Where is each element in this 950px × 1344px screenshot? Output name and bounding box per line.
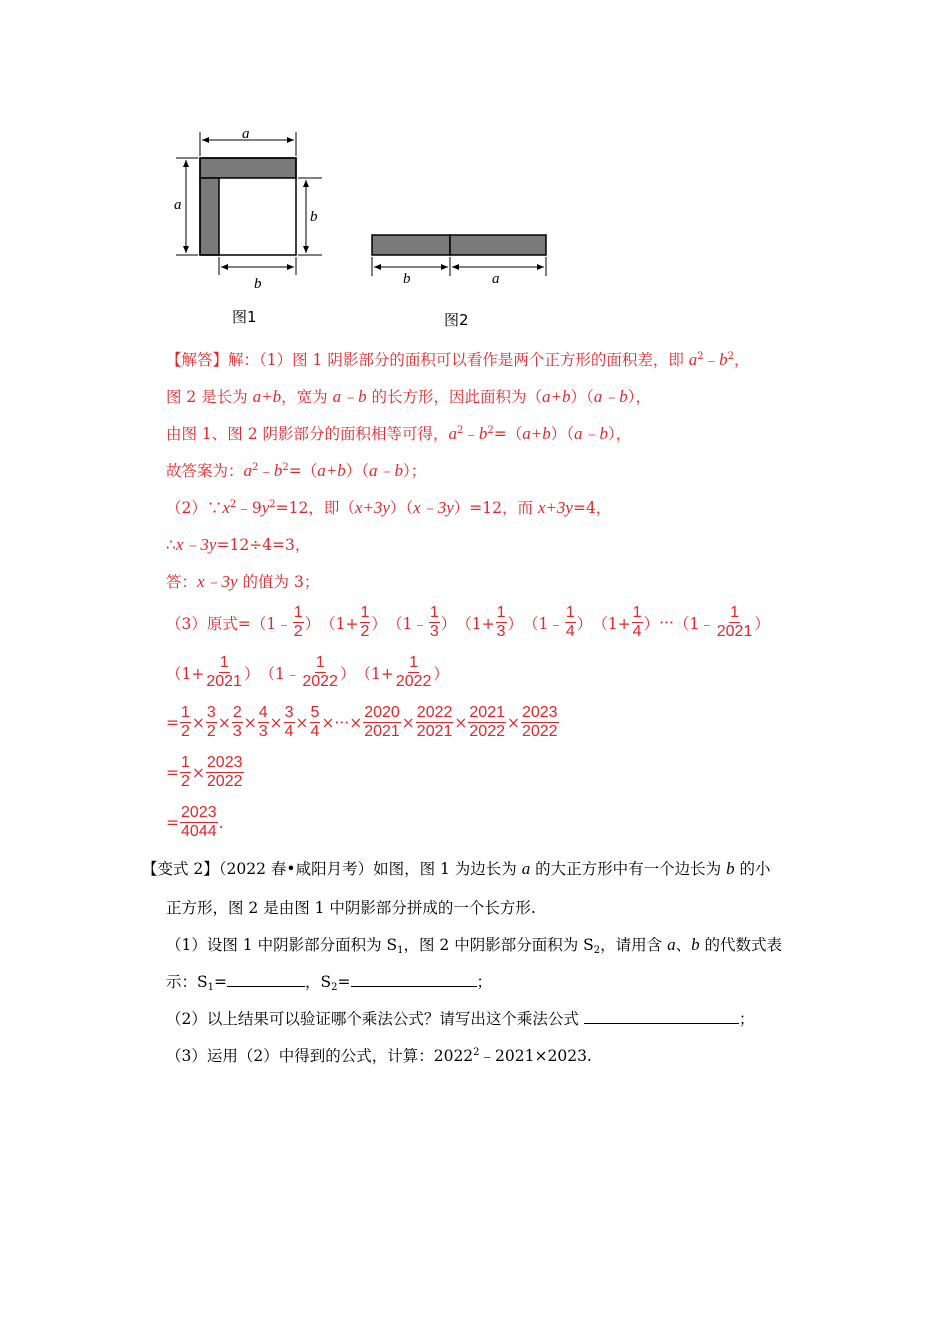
fig2-label-b: b bbox=[403, 271, 411, 287]
solution-line-9: （1+ $\frac{1}{2021}$ ） （1﹣ $\frac{1}{2022}$ ） （1+ $\frac{1}{2022}$ ） bbox=[166, 654, 449, 690]
solution-line-5: $(2)\because x^2﹣9y^2=12$，即（x+3y）（x﹣3y）=12，而 x+3y=4， bbox=[166, 498, 612, 517]
fig1-caption: 图1 bbox=[232, 308, 257, 326]
figures bbox=[160, 120, 580, 335]
fig1-right-label: b bbox=[310, 209, 318, 225]
solution-line-12: = $\frac{2023}{4044}$ . bbox=[166, 804, 224, 840]
solution-line-8: （3）原式= （1﹣ $\frac{1}{2}$ ） （1+ $\frac{1}{2}$ ） （1﹣ $\frac{1}{3}$ ） （1+ $\frac{1}{3}$ ） （1﹣ $\frac{1}{4}$ ） （1+ $\frac{1}{4}$ ） ··· （1﹣ $\frac{1}{2021}$ ） bbox=[166, 604, 770, 640]
solution-tag: 【解答】 bbox=[166, 351, 229, 369]
fig1-top-label: a bbox=[242, 126, 250, 142]
frac: $\frac{1}{2}$ bbox=[293, 604, 303, 640]
solution-line-4: 故答案为：$a^2﹣b^2=(a+b)(a﹣b)$； bbox=[166, 461, 427, 480]
exercise-tag: 【变式 2】 bbox=[142, 860, 219, 878]
solution-line-11: = $\frac{1}{2}$ × $\frac{2023}{2022}$ bbox=[166, 754, 243, 790]
solution-line-1: 【解答】解：（1）图 1 阴影部分的面积可以看作是两个正方形的面积差，即 $a^2﹣b^2$， bbox=[166, 350, 750, 369]
s1-answer-blank[interactable] bbox=[227, 972, 305, 987]
fig1-bottom-label: b bbox=[254, 276, 262, 292]
exercise-q3: （3）运用（2）中得到的公式，计算：$2022^2﹣2021\times 2023$. bbox=[166, 1047, 592, 1065]
figure-2 bbox=[372, 235, 546, 329]
fig1-left-label: a bbox=[174, 197, 182, 213]
figure-1 bbox=[174, 126, 322, 326]
solution-line-7: 答：x﹣3y 的值为 3； bbox=[166, 572, 320, 591]
fig2-label-a: a bbox=[492, 271, 500, 287]
solution-line-6: ∴x﹣3y=12÷4=3， bbox=[166, 535, 311, 554]
exercise-q2: （2）以上结果可以验证哪个乘法公式？请写出这个乘法公式 ； bbox=[166, 1010, 755, 1028]
exercise-q1-line-2: 示：$S_1=$ ，$S_2=$ ； bbox=[166, 973, 493, 993]
solution-line-10: = $\frac{1}{2}$ × $\frac{3}{2}$ × $\frac{2}{3}$ × $\frac{4}{3}$ × $\frac{3}{4}$ × $\frac{5}{4}$ ×···× $\frac{2020}{2021}$ × $\frac{2022}{2021}$ × $\frac{2021}{2022}$ × $\frac{2023}{2022}$ bbox=[166, 704, 558, 740]
solution-line-3: 由图 1、图 2 阴影部分的面积相等可得，$a^2﹣b^2=(a+b)(a﹣b)$， bbox=[166, 424, 632, 443]
s2-answer-blank[interactable] bbox=[351, 972, 477, 987]
exercise-line-1: 【变式 2】（2022 春•咸阳月考）如图，图 1 为边长为 a 的大正方形中有一个边长为 b 的小 bbox=[142, 859, 771, 878]
solution-line-2: 图 2 是长为 a+b，宽为 a﹣b 的长方形，因此面积为（a+b）（a﹣b）， bbox=[166, 387, 652, 406]
exercise-q1-line-1: （1）设图 1 中阴影部分面积为 $S_1$，图 2 中阴影部分面积为 $S_2$，请用含 a、b 的代数式表 bbox=[166, 935, 783, 956]
fig2-caption: 图2 bbox=[444, 311, 469, 329]
formula-answer-blank[interactable] bbox=[584, 1009, 739, 1024]
exercise-line-2: 正方形，图 2 是由图 1 中阴影部分拼成的一个长方形. bbox=[166, 899, 536, 917]
